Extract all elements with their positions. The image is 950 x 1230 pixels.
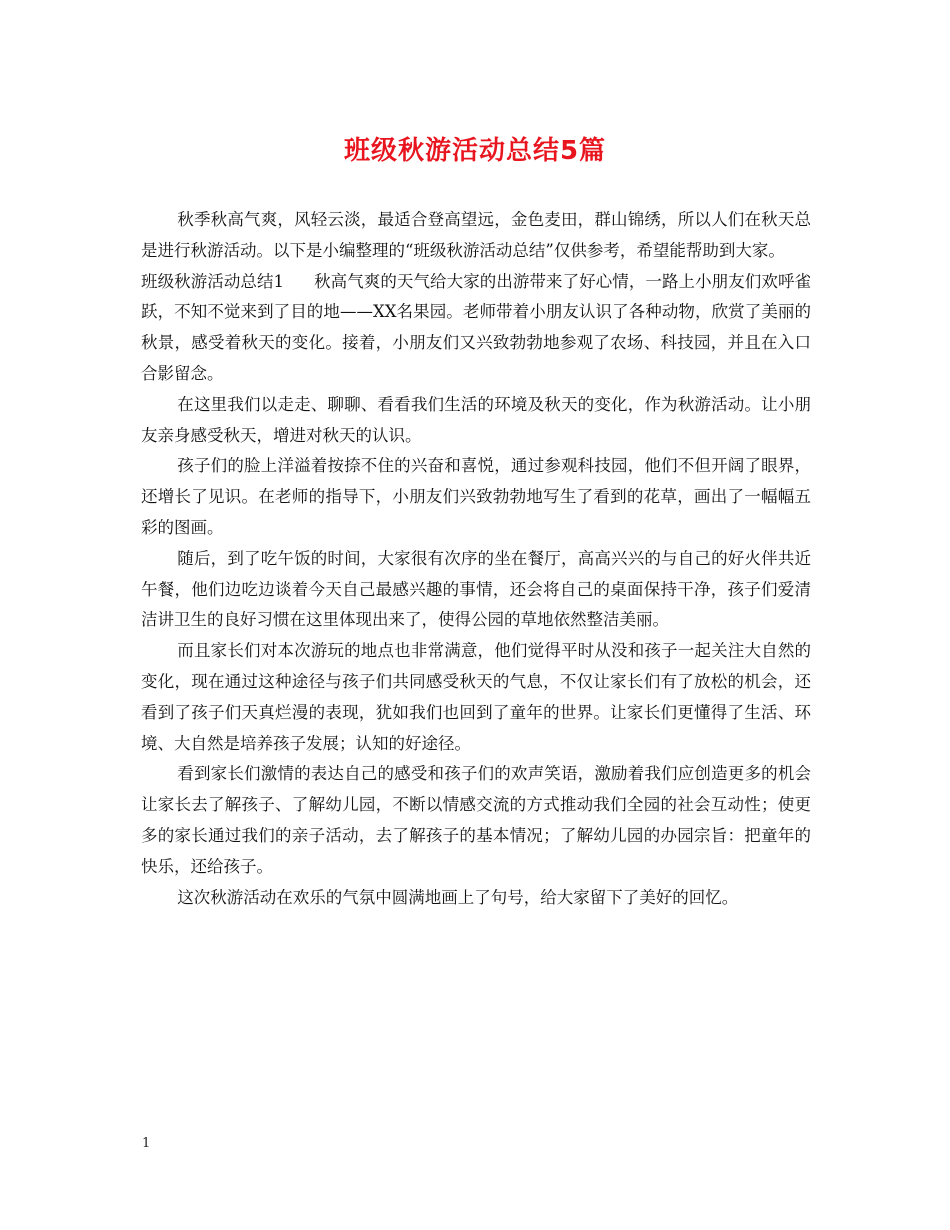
section-paragraph (141, 267, 811, 390)
body-paragraph: 孩子们的脸上洋溢着按捺不住的兴奋和喜悦，通过参观科技园，他们不但开阔了眼界，还增长了见识。在老师的指导下，小朋友们兴致勃勃地写生了看到的花草，画出了一幅幅五彩的图画。 (141, 456, 811, 537)
body-paragraph: 看到家长们激情的表达自己的感受和孩子们的欢声笑语，激励着我们应创造更多的机会让家长去了解孩子、了解幼儿园，不断以情感交流的方式推动我们全园的社会互动性；使更多的家长通过我们的亲子活动，去了解孩子的基本情况；了解幼儿园的办园宗旨：把童年的快乐，还给孩子。 (141, 764, 811, 876)
section-first-text: 秋高气爽的天气给大家的出游带来了好心情，一路上小朋友们欢呼雀跃，不知不觉来到了目的地——XX名果园。老师带着小朋友认识了各种动物，欣赏了美丽的秋景，感受着秋天的变化。接着，小朋友们又兴致勃勃地参观了农场、科技园，并且在入口合影留念。 (141, 271, 812, 383)
body-paragraph: 在这里我们以走走、聊聊、看看我们生活的环境及秋天的变化，作为秋游活动。让小朋友亲身感受秋天，增进对秋天的认识。 (141, 394, 811, 445)
body-paragraph: 这次秋游活动在欢乐的气氛中圆满地画上了句号，给大家留下了美好的回忆。 (177, 887, 739, 907)
document-title: 班级秋游活动总结5篇 (343, 136, 607, 166)
intro-paragraph: 秋季秋高气爽，风轻云淡，最适合登高望远，金色麦田，群山锦绣，所以人们在秋天总是进行秋游活动。以下是小编整理的“班级秋游活动总结”仅供参考，希望能帮助到大家。 (141, 210, 811, 260)
body-paragraph: 随后，到了吃午饭的时间，大家很有次序的坐在餐厅，高高兴兴的与自己的好火伴共近午餐，他们边吃边谈着今天自己最感兴趣的事情，还会将自己的桌面保持干净，孩子们爱清洁讲卫生的良好习惯在这里体现出来了，使得公园的草地依然整洁美丽。 (141, 548, 811, 630)
page-number: 1 (142, 1136, 151, 1151)
body-paragraph: 而且家长们对本次游玩的地点也非常满意，他们觉得平时从没和孩子一起关注大自然的变化，现在通过这种途径与孩子们共同感受秋天的气息，不仅让家长们有了放松的机会，还看到了孩子们天真烂漫的表现，犹如我们也回到了童年的世界。让家长们更懂得了生活、环境、大自然是培养孩子发展；认知的好途径。 (141, 641, 811, 753)
section-heading: 班级秋游活动总结1 (141, 271, 285, 291)
document-body (141, 205, 811, 913)
